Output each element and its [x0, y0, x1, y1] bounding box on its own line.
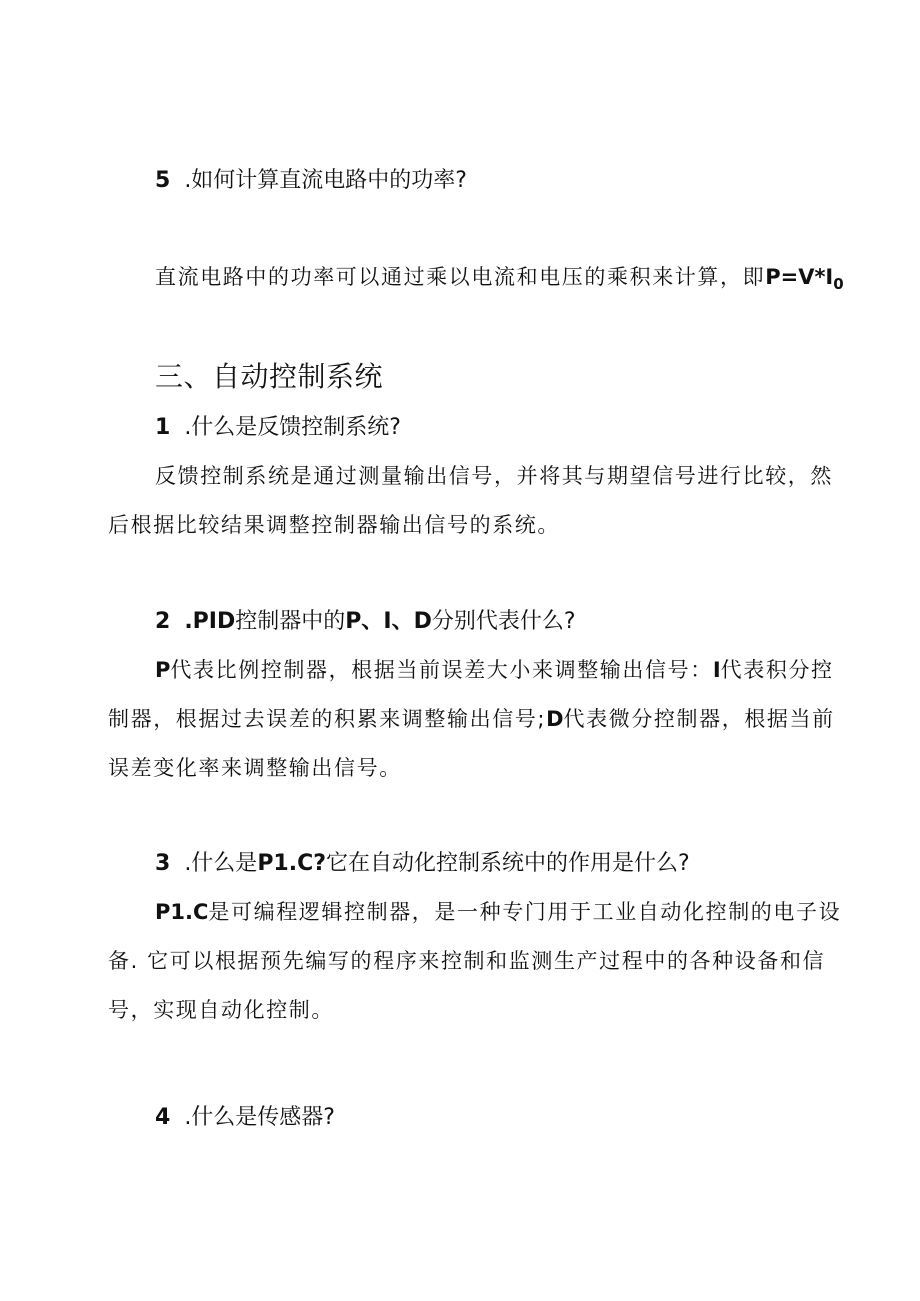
term-p: P [155, 658, 171, 682]
section-heading: 三、自动控制系统 [155, 360, 384, 393]
question-text-end: 分别代表什么? [431, 609, 576, 634]
answer-text: 代表比例控制器，根据当前误差大小来调整输出信号： [170, 658, 713, 682]
question-number: 4 [155, 1105, 171, 1130]
question-text: .什么是 [184, 851, 258, 876]
answer-text-cont: 代表微分控制器，根据当前 [563, 707, 835, 731]
question-number: 1 [155, 415, 171, 440]
question-2 [155, 611, 576, 633]
question-number: 3 [155, 851, 171, 876]
question-text-pid-letters: P、I、D [345, 609, 432, 634]
answer-1-line-2: 后根据比较结果调整控制器输出信号的系统。 [108, 513, 560, 537]
answer-3-line-1 [155, 902, 841, 923]
question-1 [155, 417, 401, 439]
answer-2-line-1 [155, 660, 834, 681]
answer-text: 直流电路中的功率可以通过乘以电流和电压的乘积来计算，即 [155, 265, 766, 289]
answer-3-line-2: 备. 它可以根据预先编写的程序来控制和监测生产过程中的各种设备和信 [108, 949, 826, 973]
power-formula: P=V*I [765, 265, 834, 289]
answer-3-line-3: 号，实现自动化控制。 [108, 998, 334, 1022]
answer-2-line-3: 误差变化率来调整输出信号。 [108, 756, 402, 780]
question-4 [155, 1107, 335, 1129]
question-text: 控制器中的 [235, 609, 346, 634]
answer-1-line-1: 反馈控制系统是通过测量输出信号，并将其与期望信号进行比较，然 [155, 464, 833, 488]
term-d: D [546, 707, 564, 731]
answer-text-cont: 代表积分控 [720, 658, 834, 682]
question-text-plc: P1.C? [257, 851, 327, 876]
question-text: .如何计算直流电路中的功率? [184, 168, 467, 193]
formula-subscript: 0 [833, 275, 846, 293]
answer-text: 制器，根据过去误差的积累来调整输出信号; [108, 707, 547, 731]
term-i: I [712, 658, 721, 682]
question-number: 5 [155, 168, 171, 193]
question-text: .什么是反馈控制系统? [184, 415, 401, 440]
question-text-end: 它在自动化控制系统中的作用是什么? [326, 851, 690, 876]
question-number: 2 [155, 609, 171, 634]
question-5 [155, 170, 467, 192]
question-3 [155, 853, 690, 875]
question-text-pid: .PID [184, 609, 236, 634]
question-text: .什么是传感器? [184, 1105, 335, 1130]
answer-text: 是可编程逻辑控制器，是一种专门用于工业自动化控制的电子设 [208, 900, 842, 924]
answer-5 [155, 265, 846, 293]
answer-2-line-2 [108, 709, 835, 730]
term-plc: P1.C [155, 900, 209, 924]
